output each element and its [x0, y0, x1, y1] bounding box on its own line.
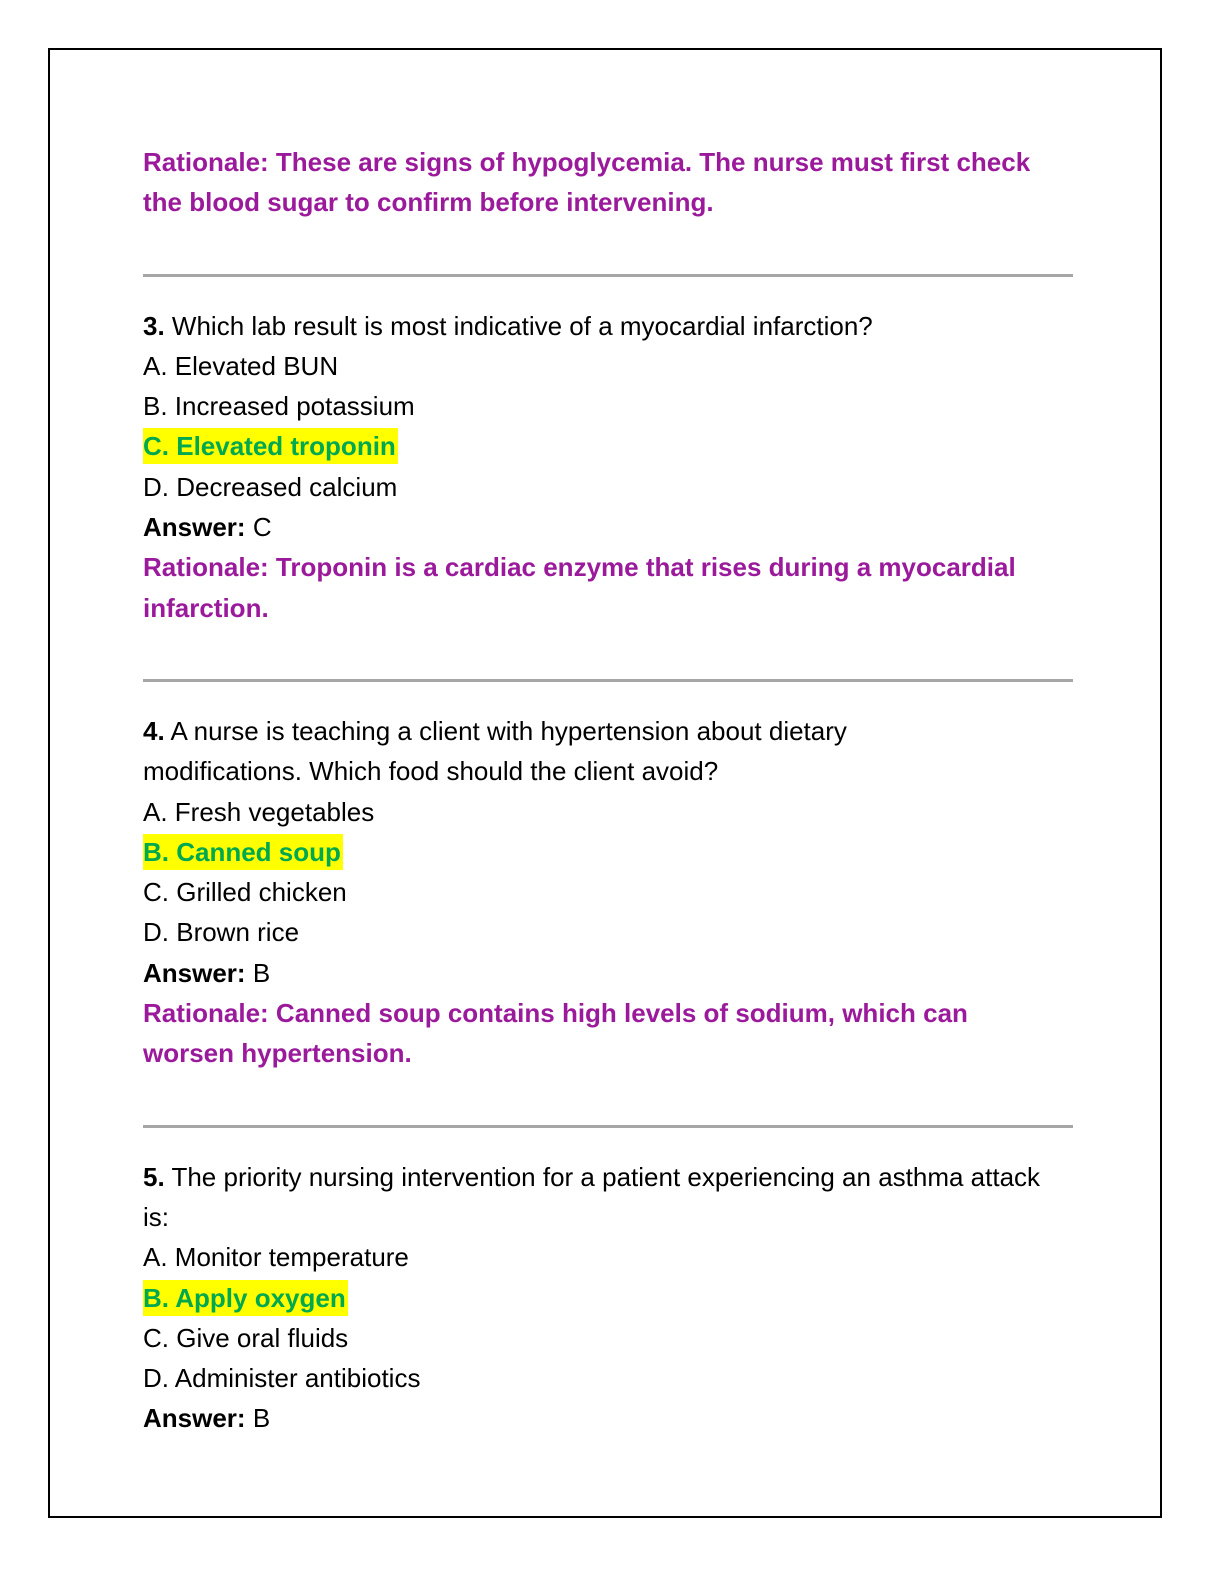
option-c: C. Give oral fluids — [143, 1322, 349, 1353]
question-text: Which lab result is most indicative of a myocardial infarction? — [171, 310, 873, 341]
answer-value: B — [252, 957, 271, 988]
question-stem — [143, 306, 1073, 346]
option-d: D. Administer antibiotics — [143, 1363, 421, 1394]
answer-label: Answer: — [143, 512, 246, 543]
question-stem — [143, 711, 933, 792]
question-number: 4. — [143, 715, 165, 746]
rationale-q2 — [143, 142, 1053, 223]
answer-value: B — [252, 1403, 271, 1434]
answer-label: Answer: — [143, 1403, 246, 1434]
question-number: 5. — [143, 1161, 165, 1192]
question-number: 3. — [143, 310, 165, 341]
answer-line — [143, 507, 1073, 547]
rationale-label: Rationale: — [143, 552, 269, 583]
option-a: A. Fresh vegetables — [143, 796, 375, 827]
option-c-correct: C. Elevated troponin — [143, 428, 398, 464]
question-4 — [143, 711, 1073, 1074]
rationale-text: These are signs of hypoglycemia. The nurse must first check the blood sugar to confirm before intervening. — [143, 147, 1031, 218]
option-d: D. Decreased calcium — [143, 471, 398, 502]
question-5 — [143, 1157, 1073, 1439]
answer-value: C — [252, 512, 272, 543]
answer-line — [143, 953, 1073, 993]
option-b-correct: B. Apply oxygen — [143, 1280, 348, 1316]
answer-label: Answer: — [143, 957, 246, 988]
option-b: B. Increased potassium — [143, 391, 415, 422]
rationale-text: Troponin is a cardiac enzyme that rises during a myocardial infarction. — [143, 552, 1016, 623]
document-content — [143, 142, 1073, 1439]
option-c: C. Grilled chicken — [143, 877, 347, 908]
rationale-label: Rationale: — [143, 998, 269, 1029]
question-stem — [143, 1157, 1053, 1238]
rationale — [143, 993, 1003, 1074]
option-d: D. Brown rice — [143, 917, 300, 948]
answer-line — [143, 1398, 1073, 1438]
question-3 — [143, 306, 1073, 628]
question-text: The priority nursing intervention for a patient experiencing an asthma attack is: — [143, 1161, 1041, 1232]
rationale — [143, 547, 1043, 628]
option-a: A. Monitor temperature — [143, 1242, 409, 1273]
rationale-text: Canned soup contains high levels of sodium, which can worsen hypertension. — [143, 998, 968, 1069]
question-text: A nurse is teaching a client with hypertension about dietary modifications. Which food should the client avoid? — [143, 715, 847, 787]
option-b-correct: B. Canned soup — [143, 834, 343, 870]
option-a: A. Elevated BUN — [143, 350, 339, 381]
rationale-label: Rationale: — [143, 147, 269, 177]
